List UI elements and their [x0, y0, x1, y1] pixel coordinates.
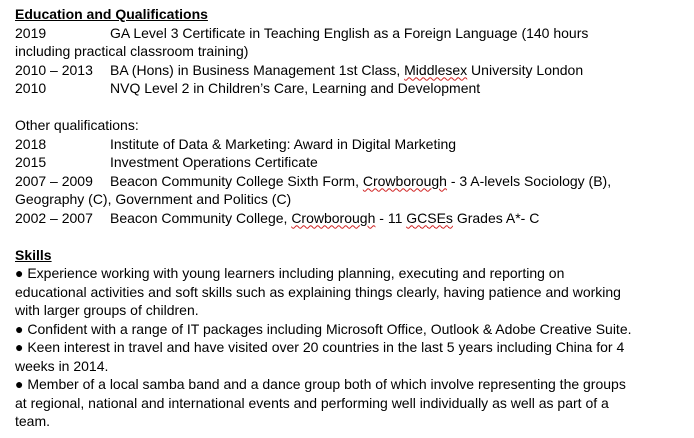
skills-line: ● Confident with a range of IT packages including Microsoft Office, Outlook & Adobe Creative Suite. — [15, 320, 632, 337]
entry-text: Grades A*- C — [452, 209, 540, 226]
other-entry — [15, 135, 680, 154]
education-heading: Education and Qualifications — [15, 6, 208, 22]
other-entry — [15, 172, 680, 191]
skills-heading: Skills — [15, 246, 52, 263]
education-entry — [15, 24, 680, 43]
spellcheck-word: Crowborough — [291, 209, 376, 226]
entry-year: 2019 — [15, 24, 47, 41]
other-qualifications-heading: Other qualifications: — [15, 117, 139, 133]
education-entry-continuation: including practical classroom training) — [15, 43, 249, 59]
skills-line: ● Keen interest in travel and have visited over 20 countries in the last 5 years including China for 4 — [15, 339, 625, 355]
entry-year: 2010 – 2013 — [15, 61, 93, 78]
other-entry-continuation: Geography (C), Government and Politics (C) — [15, 191, 292, 207]
entry-year: 2015 — [15, 154, 47, 170]
entry-year: 2002 – 2007 — [15, 209, 93, 226]
entry-text: GA Level 3 Certificate in Teaching English as a Foreign Language (140 hours — [110, 24, 589, 41]
skills-line: team. — [15, 413, 51, 429]
entry-text: NVQ Level 2 in Children’s Care, Learning and Development — [110, 80, 481, 96]
skills-line: ● Experience working with young learners including planning, executing and reporting on — [15, 265, 565, 281]
entry-year: 2007 – 2009 — [15, 172, 93, 189]
spellcheck-word: GCSEs — [406, 209, 453, 226]
other-entry — [15, 209, 680, 228]
entry-text: - 11 — [375, 209, 407, 226]
entry-year: 2010 — [15, 80, 47, 96]
entry-text: University London — [467, 61, 584, 78]
spacer — [15, 227, 680, 246]
skills-line: at regional, national and international events and performing well individually as well as part of a — [15, 394, 609, 411]
entry-text: Institute of Data & Marketing: Award in Digital Marketing — [110, 135, 457, 152]
cv-document — [15, 5, 680, 431]
skills-line: with larger groups of children. — [15, 302, 199, 318]
entry-text: BA (Hons) in Business Management 1st Class, — [110, 61, 405, 78]
entry-text: Investment Operations Certificate — [110, 154, 318, 170]
entry-text: Beacon Community College Sixth Form, — [110, 172, 363, 189]
education-entry — [15, 61, 680, 80]
entry-year: 2018 — [15, 135, 47, 152]
spellcheck-word: Crowborough — [362, 172, 447, 189]
spacer — [15, 98, 680, 117]
skills-line: educational activities and soft skills such as explaining things clearly, having patience and working — [15, 283, 621, 300]
skills-line: ● Member of a local samba band and a dance group both of which involve representing the groups — [15, 376, 626, 392]
skills-line: weeks in 2014. — [15, 357, 109, 374]
spellcheck-word: Middlesex — [404, 61, 468, 78]
entry-text: Beacon Community College, — [110, 209, 292, 226]
entry-text: - 3 A-levels Sociology (B), — [446, 172, 612, 189]
other-entry — [15, 153, 680, 172]
education-entry — [15, 79, 680, 98]
